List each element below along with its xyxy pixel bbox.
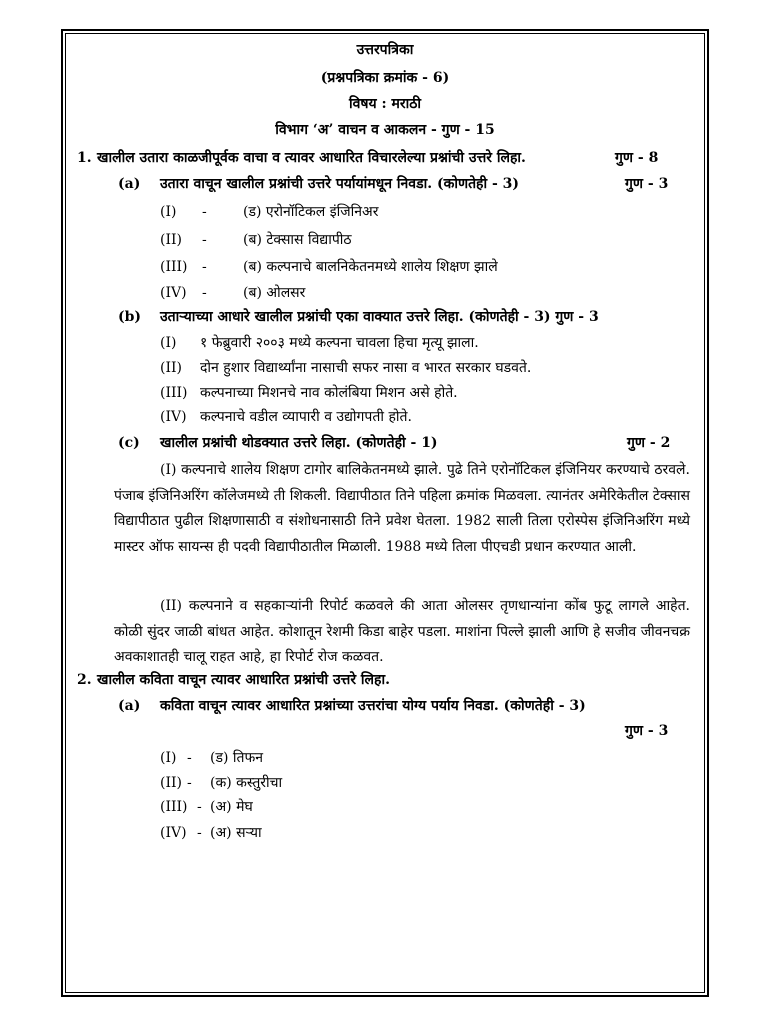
q2a-text: कविता वाचून त्यावर आधारित प्रश्नांच्या उत्तरांचा योग्य पर्याय निवडा. (कोणतेही - 3)	[160, 698, 586, 714]
q2a-answer-num: (I)	[160, 750, 177, 766]
q1b-label: (b)	[118, 309, 142, 325]
q1a-answer-dash: -	[202, 232, 207, 248]
q1c-text: खालील प्रश्नांची थोडक्यात उत्तरे लिहा. (कोणतेही - 1)	[160, 435, 438, 451]
q2a-answer-dash: -	[187, 750, 192, 766]
q1a-answer-num: (I)	[160, 204, 177, 220]
q1b-answer: १ फेब्रुवारी २००३ मध्ये कल्पना चावला हिचा मृत्यू झाला.	[200, 335, 479, 351]
q1b-answer: दोन हुशार विद्यार्थ्यांना नासाची सफर नासा व भारत सरकार घडवते.	[200, 360, 532, 376]
q1-marks: गुण - 8	[615, 150, 659, 166]
q1a-answer: (ब) टेक्सास विद्यापीठ	[243, 232, 352, 248]
q2a-answer: (क) कस्तुरीचा	[210, 775, 283, 791]
q2a-answer-dash: -	[197, 799, 202, 815]
q1b-answer: कल्पनाचे वडील व्यापारी व उद्योगपती होते.	[200, 409, 412, 425]
q2a-marks: गुण - 3	[625, 723, 669, 739]
q1c-answer-paragraph-1: (I) कल्पनाचे शालेय शिक्षण टागोर बालिकेतनमध्ये झाले. पुढे तिने एरोनॉटिकल इंजिनियर करण्याचे ठरवले. पंजाब इंजिनिअरिंग कॉलेजमध्ये ती शिकली. विद्यापीठात तिने पहिला क्रमांक मिळवला. त्यानंतर अमेरिकेतील टेक्सास विद्यापीठात पुढील शिक्षणासाठी व संशोधनासाठी तिने प्रवेश घेतला. 1982 साली तिला एरोस्पेस इंजिनिअरिंग मध्ये मास्टर ऑफ सायन्स ही पदवी विद्यापीठातील मिळाली. 1988 मध्ये तिला पीएचडी प्रधान करण्यात आली.	[114, 462, 690, 555]
q2a-answer: (ड) तिफन	[210, 750, 264, 766]
q1c-label: (c)	[118, 435, 140, 451]
section-heading: विभाग ‘अ’ वाचन व आकलन - गुण - 15	[275, 122, 495, 138]
q1b-answer-num: (I)	[160, 335, 177, 351]
q2a-answer-num: (III)	[160, 799, 188, 815]
q1a-answer-dash: -	[202, 259, 207, 275]
q1b-text: उताऱ्याच्या आधारे खालील प्रश्नांची एका वाक्यात उत्तरे लिहा. (कोणतेही - 3) गुण - 3	[160, 309, 599, 325]
q1a-label: (a)	[118, 176, 141, 192]
q2a-answer-num: (II)	[160, 775, 182, 791]
q1a-answer-num: (II)	[160, 232, 182, 248]
q1-text: खालील उतारा काळजीपूर्वक वाचा व त्यावर आधारित विचारलेल्या प्रश्नांची उत्तरे लिहा.	[97, 150, 526, 166]
q1b-answer-num: (III)	[160, 385, 188, 401]
q1a-answer-dash: -	[202, 285, 207, 301]
q1a-text: उतारा वाचून खालील प्रश्नांची उत्तरे पर्यायांमधून निवडा. (कोणतेही - 3)	[160, 176, 520, 192]
q1b-answer: कल्पनाच्या मिशनचे नाव कोलंबिया मिशन असे होते.	[200, 385, 458, 401]
q1c-marks: गुण - 2	[627, 435, 671, 451]
subject: विषय : मराठी	[348, 96, 422, 112]
paper-number: (प्रश्नपत्रिका क्रमांक - 6)	[320, 70, 450, 86]
q1a-answer: (ब) ओलसर	[243, 285, 306, 301]
q2a-answer: (अ) सऱ्या	[210, 825, 262, 841]
q2a-answer-num: (IV)	[160, 825, 187, 841]
q2-text: खालील कविता वाचून त्यावर आधारित प्रश्नांची उत्तरे लिहा.	[97, 672, 390, 688]
q1a-answer: (ड) एरोनॉटिकल इंजिनिअर	[243, 204, 379, 220]
q1-number: 1.	[77, 150, 92, 166]
page-title: उत्तरपत्रिका	[356, 42, 414, 58]
q1b-answer-num: (IV)	[160, 409, 187, 425]
q1a-answer: (ब) कल्पनाचे बालनिकेतनमध्ये शालेय शिक्षण झाले	[243, 259, 498, 275]
q2a-answer-dash: -	[197, 825, 202, 841]
q1a-marks: गुण - 3	[625, 176, 669, 192]
q1a-answer-dash: -	[202, 204, 207, 220]
q1a-answer-num: (IV)	[160, 285, 187, 301]
q2a-answer-dash: -	[187, 775, 192, 791]
q1a-answer-num: (III)	[160, 259, 188, 275]
q2a-answer: (अ) मेघ	[210, 799, 253, 815]
q1c-answer-paragraph-2: (II) कल्पनाने व सहकाऱ्यांनी रिपोर्ट कळवले की आता ओलसर तृणधान्यांना कोंब फुटू लागले आहेत. कोळी सुंदर जाळी बांधत आहेत. कोशातून रेशमी किडा बाहेर पडला. माशांना पिल्ले झाली आणि हे सजीव जीवनचक्र अवकाशातही चालू राहत आहे, हा रिपोर्ट रोज कळवत.	[114, 598, 690, 665]
q2a-label: (a)	[118, 698, 141, 714]
q1b-answer-num: (II)	[160, 360, 182, 376]
q2-number: 2.	[77, 672, 92, 688]
